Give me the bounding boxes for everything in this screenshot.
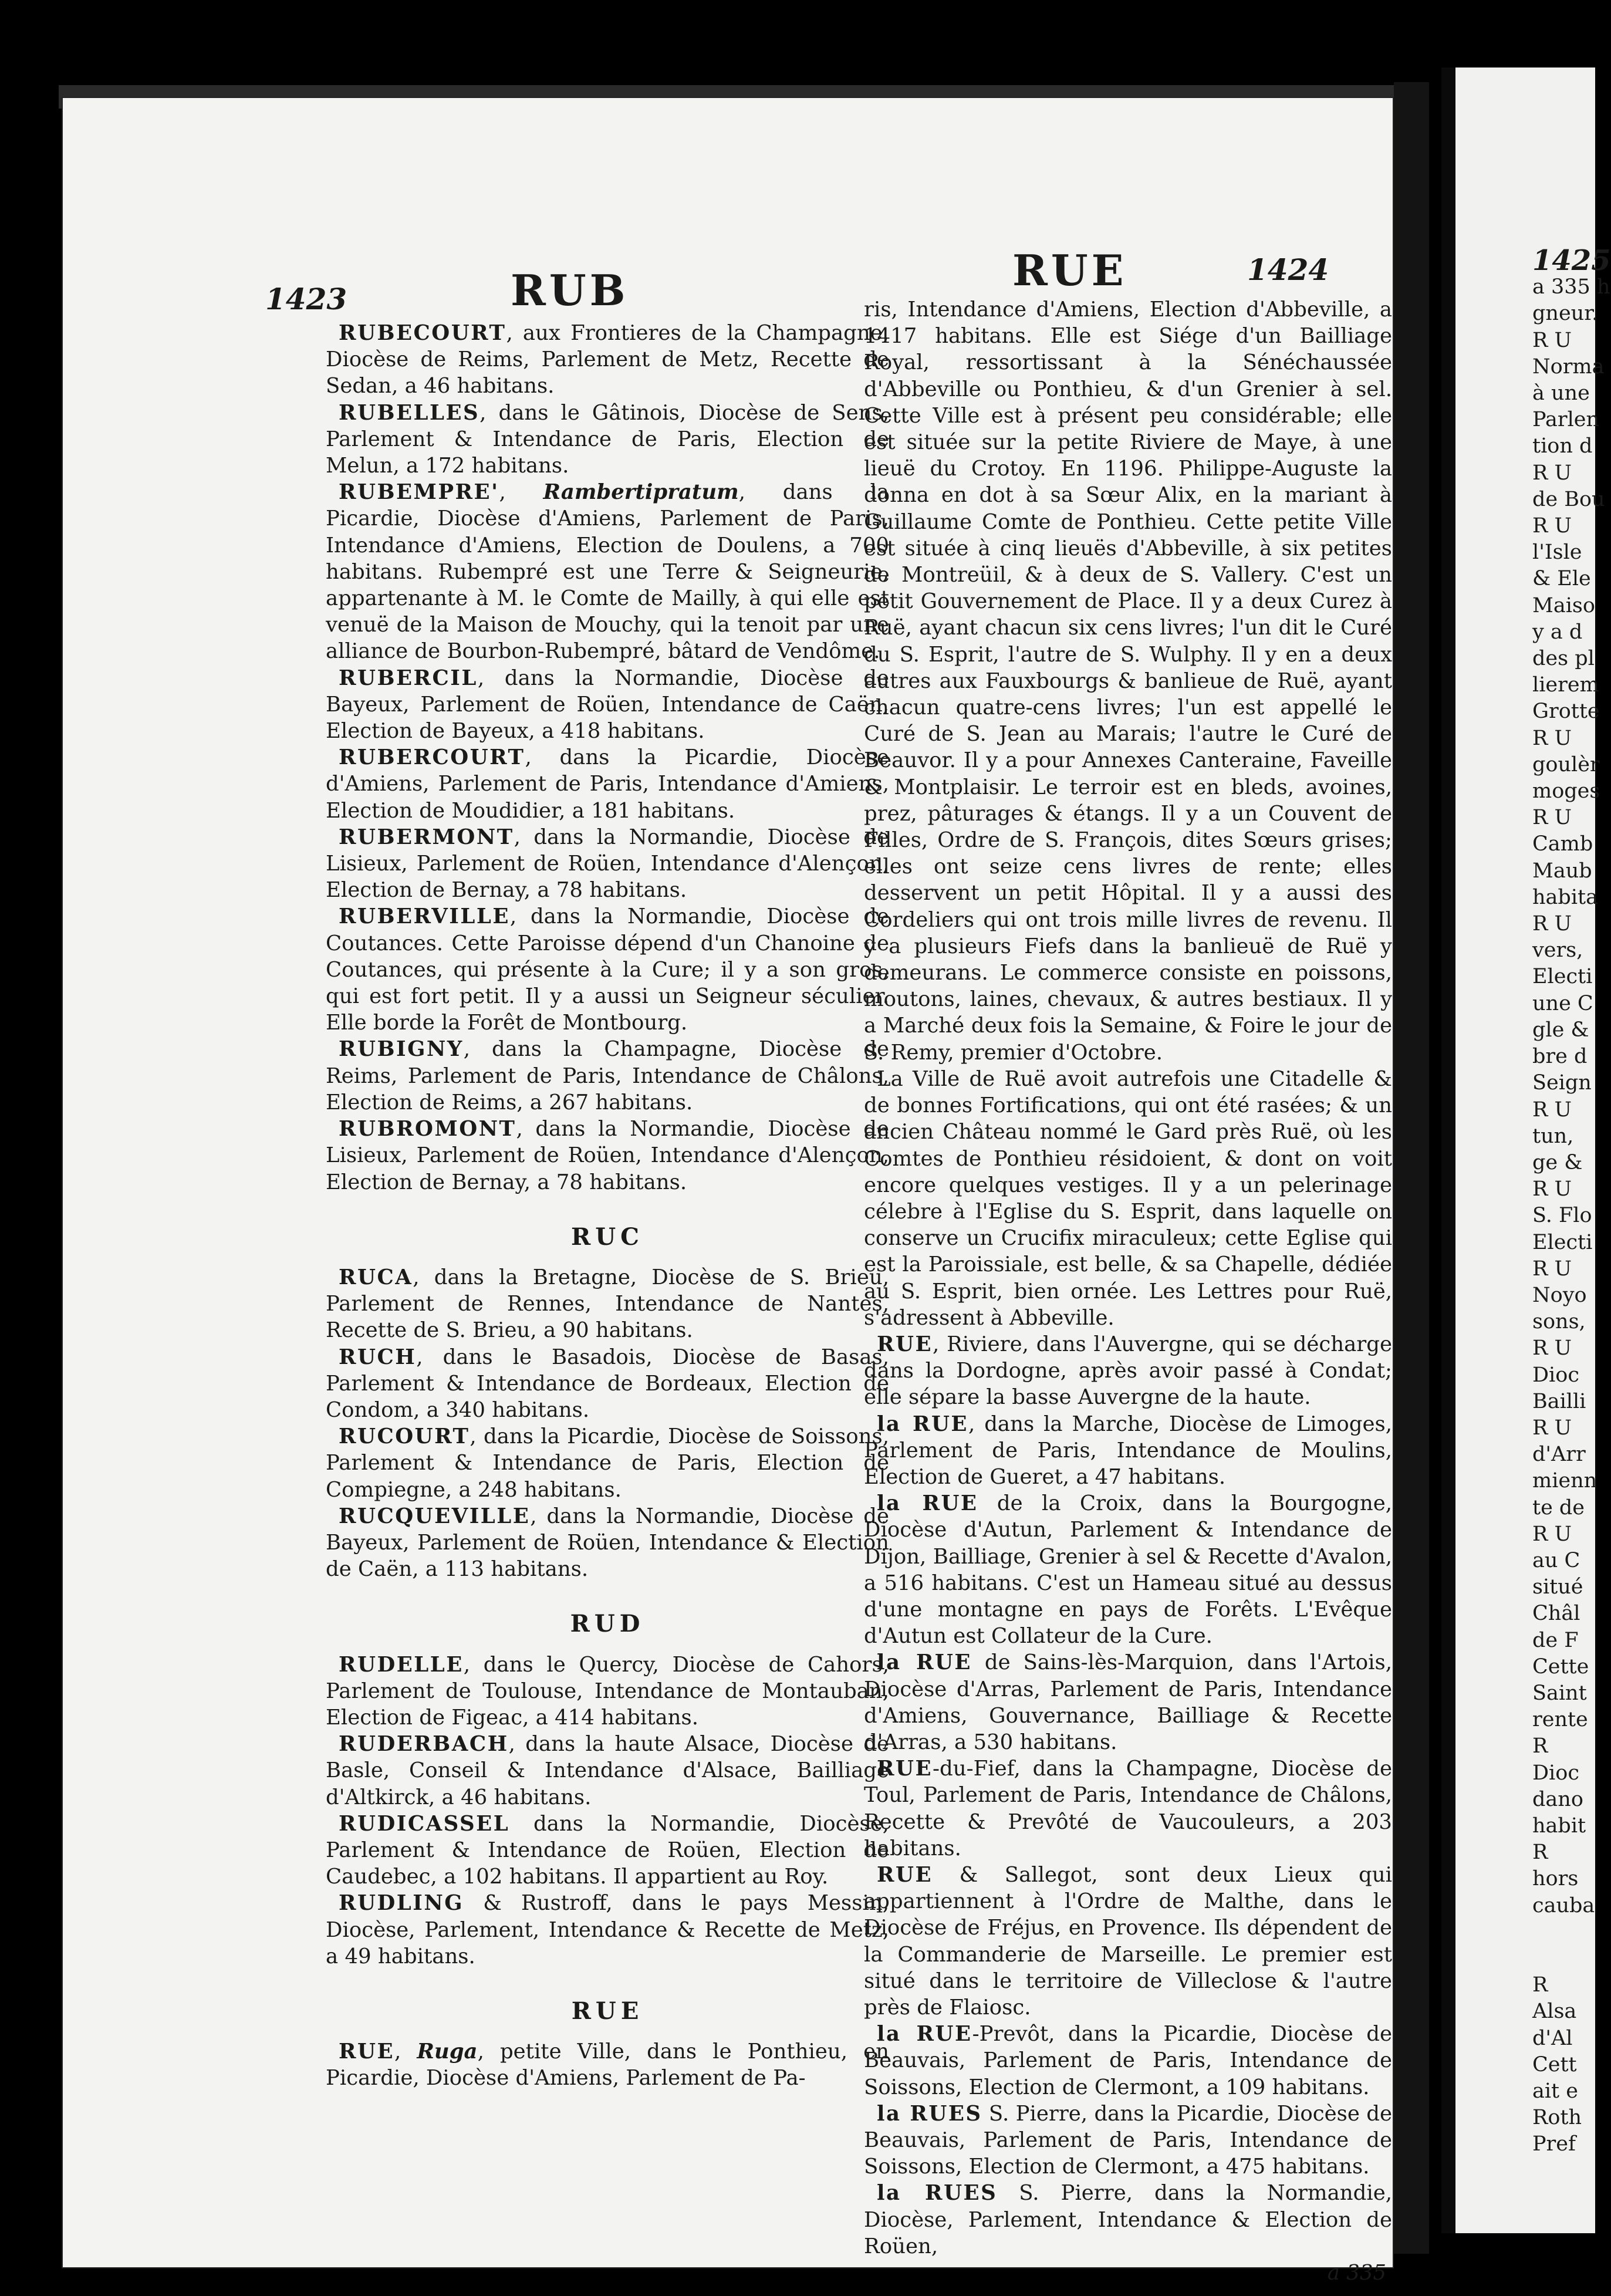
- next-page-line: R U: [1532, 1257, 1572, 1281]
- entry-continuation: ris, Intendance d'Amiens, Election d'Abbeville, a 1417 habitans. Elle est Siége d'un Bailliage Royal, ressortissant à la Sénéchaussée d'Abbeville ou Ponthieu, & d'un Grenier à sel. Cette Ville est à présent peu considérable; elle est située sur la petite Riviere de Maye, à une lieuë du Crotoy. En 1196. Philippe-Auguste la donna en dot à sa Sœur Alix, en la mariant à Guillaume Comte de Ponthieu. Cette petite Ville est située à cinq lieuës d'Abbeville, à six petites de Montreüil, & à deux de S. Vallery. C'est un petit Gouvernement de Place. Il y a deux Curez à Ruë, ayant chacun six cens livres; l'un dit le Curé du S. Esprit, l'autre de S. Wulphy. Il y en a deux autres aux Fauxbourgs & banlieue de Ruë, ayant chacun quatre-cens livres; l'un est appellé le Curé de S. Jean au Marais; l'autre le Curé de Beauvor. Il y a pour Annexes Canteraine, Faveille & Montplaisir. Le terroir est en bleds, avoines, prez, pâturages & étangs. Il y a un Couvent de Filles, Ordre de S. François, dites Sœurs grises; elles ont seize cens livres de rente; elles desservent un petit Hôpital. Il y a aussi des Cordeliers qui ont trois mille livres de revenu. Il y a plusieurs Fiefs dans la banlieuë de Ruë y demeurans. Le commerce consiste en poissons, moutons, laines, chevaux, & autres bestiaux. Il y a Marché deux fois la Semaine, & Foire le jour de S. Remy, premier d'Octobre.: [864, 298, 1392, 1065]
- entry-text: , dans la Normandie, Diocèse de Lisieux, Parlement de Roüen, Intendance d'Alençon, Election de Bernay, a 78 habitans.: [326, 1117, 889, 1194]
- entry-headword: la RUE: [877, 1491, 978, 1516]
- entry-text: & Rustroff, dans le pays Messin, Diocèse, Parlement, Intendance & Recette de Metz, a 49 habitans.: [326, 1891, 889, 1969]
- entry-text: S. Pierre, dans la Normandie, Diocèse, Parlement, Intendance & Election de Roüen,: [864, 2181, 1392, 2258]
- dictionary-entry: [864, 1649, 1392, 1755]
- next-page-line: Parlen: [1532, 408, 1600, 432]
- entry-text: , dans le Basadois, Diocèse de Basas, Parlement & Intendance de Bordeaux, Election de Condom, a 340 habitans.: [326, 1345, 889, 1422]
- dictionary-entry: [864, 2021, 1392, 2101]
- entry-headword: la RUE: [877, 1650, 972, 1675]
- next-page-line: gle &: [1532, 1018, 1589, 1042]
- next-page-line: R U: [1532, 1336, 1572, 1360]
- left-running-head: RUB: [511, 265, 629, 315]
- next-page-line: Seign: [1532, 1071, 1592, 1095]
- next-page-line: à une: [1532, 381, 1590, 406]
- next-page-line: R U: [1532, 726, 1572, 750]
- entry-headword: RUE: [339, 2040, 395, 2064]
- next-page-line: S. Flo: [1532, 1204, 1592, 1228]
- next-page-line: Châl: [1532, 1602, 1580, 1626]
- entry-text: -du-Fief, dans la Champagne, Diocèse de Toul, Parlement de Paris, Intendance de Châlons, Recette & Prevôté de Vaucouleurs, a 203 habitans.: [864, 1757, 1392, 1861]
- next-page-line: R U: [1532, 1177, 1572, 1201]
- dictionary-entry: [864, 1490, 1392, 1649]
- next-page-fragments: [1532, 244, 1611, 2158]
- dictionary-entry: [864, 1755, 1392, 1862]
- entry-text: , dans la Normandie, Diocèse de Coutances. Cette Paroisse dépend d'un Chanoine de Coutances, qui présente à la Cure; il y a son gros, qui est fort petit. Il y a aussi un Seigneur séculier. Elle borde la Forêt de Montbourg.: [326, 904, 889, 1035]
- entry-headword: RUBERCOURT: [339, 745, 525, 770]
- right-running-head: RUE: [1012, 245, 1127, 295]
- next-page-line: bre d: [1532, 1045, 1588, 1069]
- entry-headword: RUBIGNY: [339, 1037, 464, 1062]
- entry-paragraph: La Ville de Ruë avoit autrefois une Citadelle & de bonnes Fortifications, qui ont été rasées; & un ancien Château nommé le Gard près Ruë, où les Comtes de Ponthieu résidoient, & dont on voit encore quelques vestiges. Il y a un pelerinage célebre à l'Eglise du S. Esprit, dans laquelle on conserve un Crucifix miraculeux; cette Eglise qui est la Paroissiale, est belle, & sa Chapelle, dédiée au S. Esprit, bien ornée. Les Lettres pour Ruë, s'adressent à Abbeville.: [864, 1066, 1392, 1330]
- entry-headword: la RUES: [877, 2181, 998, 2206]
- dictionary-entry: [326, 1036, 889, 1116]
- left-column: [326, 320, 889, 2092]
- next-page-line: ge &: [1532, 1150, 1583, 1174]
- entry-text: , dans le Gâtinois, Diocèse de Sens, Parlement & Intendance de Paris, Election de Melun, a 172 habitans.: [326, 400, 889, 478]
- next-page-line: habit: [1532, 1814, 1586, 1838]
- entry-headword: RUE: [877, 1862, 933, 1887]
- next-page-line: R U: [1532, 514, 1572, 538]
- next-page-line: l'Isle: [1532, 541, 1582, 565]
- next-page-line: des pl: [1532, 647, 1595, 671]
- next-page-line: Noyo: [1532, 1283, 1587, 1307]
- entry-headword: RUCQUEVILLE: [339, 1504, 531, 1528]
- next-page-line: goulèr: [1532, 752, 1600, 776]
- next-page-line: Alsa: [1532, 2000, 1577, 2024]
- entry-headword: RUCOURT: [339, 1424, 470, 1449]
- dictionary-entry: [326, 320, 889, 400]
- dictionary-entry: [864, 2101, 1392, 2180]
- next-page-line: vers,: [1532, 938, 1583, 963]
- entry-text: , dans la Picardie, Diocèse de Soissons, Parlement & Intendance de Paris, Election de Compiegne, a 248 habitans.: [326, 1424, 889, 1502]
- entry-text: , dans la haute Alsace, Diocèse de Basle, Conseil & Intendance d'Alsace, Bailliage d'Altkirck, a 46 habitans.: [326, 1732, 889, 1809]
- catchword: a 335: [1327, 2261, 1386, 2285]
- entry-headword: RUBERCIL: [339, 666, 478, 690]
- dictionary-entry: [326, 1731, 889, 1811]
- entry-text: , dans la Normandie, Diocèse de Lisieux, Parlement de Roüen, Intendance d'Alençon, Election de Bernay, a 78 habitans.: [326, 825, 889, 903]
- entry-text: de la Croix, dans la Bourgogne, Diocèse d'Autun, Parlement & Intendance de Dijon, Bailliage, Grenier à sel & Recette d'Avalon, a 516 habitans. C'est un Hameau situé au dessus d'une montagne en pays de Forêts. L'Evêque d'Autun est Collateur de la Cure.: [864, 1491, 1392, 1649]
- dictionary-entry: [326, 1503, 889, 1583]
- entry-text: , aux Frontieres de la Champagne, Diocèse de Reims, Parlement de Metz, Recette de Sedan, a 46 habitans.: [326, 321, 889, 399]
- next-page-line: R: [1532, 1973, 1548, 1997]
- dictionary-entry: [326, 1344, 889, 1424]
- dictionary-entry: [326, 1423, 889, 1503]
- entry-headword: RUDERBACH: [339, 1732, 509, 1757]
- entry-headword: la RUE: [877, 2022, 972, 2047]
- entry-text: de Sains-lès-Marquion, dans l'Artois, Diocèse d'Arras, Parlement de Paris, Intendance d'Amiens, Gouvernance, Bailliage & Recette d'Arras, a 530 habitans.: [864, 1650, 1392, 1754]
- next-page-line: Cette: [1532, 1655, 1589, 1679]
- entry-text: , dans la Picardie, Diocèse d'Amiens, Parlement de Paris, Intendance d'Amiens, Election de Doulens, a 700 habitans. Rubempré est une Terre & Seigneurie, appartenante à M. le Comte de Mailly, à qui elle est venuë de la Maison de Mouchy, qui la tenoit par une alliance de Bourbon-Rubempré, bâtard de Vendôme.: [326, 480, 890, 664]
- next-page-line: cauba: [1532, 1893, 1595, 1917]
- next-page-line: a 335 h: [1532, 275, 1610, 299]
- next-page-line: sons,: [1532, 1310, 1586, 1334]
- entry-text: dans la Normandie, Diocèse, Parlement & Intendance de Roüen, Election de Caudebec, a 102 habitans. Il appartient au Roy.: [326, 1811, 889, 1889]
- next-page-line: y a d: [1532, 620, 1583, 644]
- next-page-line: [1532, 1919, 1595, 1946]
- entry-headword: RUBROMONT: [339, 1117, 516, 1142]
- next-page-line: d'Al: [1532, 2026, 1573, 2050]
- entry-headword: RUCA: [339, 1265, 413, 1289]
- next-page-line: R U: [1532, 806, 1572, 830]
- entry-text: , dans la Normandie, Diocèse de Bayeux, Parlement de Roüen, Intendance & Election de Caën, a 113 habitans.: [326, 1504, 889, 1582]
- dictionary-entry: [326, 1264, 889, 1344]
- entry-latin-name: Ruga: [417, 2040, 478, 2064]
- next-page-line: rente: [1532, 1708, 1588, 1732]
- entry-headword: RUE: [877, 1332, 933, 1356]
- next-page-line: de F: [1532, 1628, 1579, 1652]
- next-page-line: Norma: [1532, 354, 1605, 379]
- dictionary-entry: [326, 1811, 889, 1890]
- dictionary-entry: RUE, Ruga, petite Ville, dans le Ponthieu, en Picardie, Diocèse d'Amiens, Parlement de Pa-: [326, 2040, 889, 2091]
- entry-headword: la RUES: [877, 2101, 982, 2126]
- section-heading-ruc: RUC: [571, 1223, 644, 1251]
- dictionary-entry: [326, 903, 889, 1036]
- dictionary-entry: [326, 744, 889, 824]
- dictionary-entry: [326, 824, 889, 904]
- entry-text: & Sallegot, sont deux Lieux qui appartiennent à l'Ordre de Malthe, dans le Diocèse de Fréjus, en Provence. Ils dépendent de la Commanderie de Marseille. Le premier est situé dans le territoire de Villeclose & l'autre près de Flaiosc.: [864, 1862, 1392, 2020]
- entry-headword: RUE: [877, 1757, 933, 1781]
- next-page-lines: [1532, 274, 1610, 2157]
- next-page-line: Dioc: [1532, 1363, 1579, 1387]
- next-page-line: moges: [1532, 779, 1600, 803]
- next-page-line: Electi: [1532, 1230, 1593, 1254]
- dictionary-entry: [864, 1411, 1392, 1491]
- next-page-line: Saint: [1532, 1681, 1587, 1705]
- next-page-line: Cett: [1532, 2052, 1577, 2076]
- dictionary-entry: [326, 1116, 889, 1196]
- next-page-line: R U: [1532, 1416, 1572, 1440]
- entry-text: , Riviere, dans l'Auvergne, qui se décharge dans la Dordogne, après avoir passé à Condat; elle sépare la basse Auvergne de la haute.: [864, 1332, 1392, 1410]
- next-page-line: dano: [1532, 1787, 1583, 1811]
- entry-text: , dans le Quercy, Diocèse de Cahors, Parlement de Toulouse, Intendance de Montauban, Election de Figeac, a 414 habitans.: [326, 1652, 889, 1730]
- next-page-line: de Bou: [1532, 487, 1605, 511]
- next-page-line: R U: [1532, 1098, 1572, 1122]
- section-heading-rud: RUD: [570, 1610, 645, 1638]
- next-page-edge: [1441, 67, 1455, 2233]
- next-page-line: situé: [1532, 1575, 1583, 1599]
- entry-headword: la RUE: [877, 1412, 968, 1436]
- next-page-line: R: [1532, 1841, 1548, 1865]
- next-page-line: R U: [1532, 328, 1572, 352]
- right-column: [864, 296, 1392, 2286]
- next-page-line: habita: [1532, 885, 1598, 909]
- next-page-line: Maub: [1532, 859, 1592, 883]
- entry-headword: RUBECOURT: [339, 321, 506, 345]
- dictionary-entry: [326, 665, 889, 745]
- entry-headword: RUDLING: [339, 1891, 464, 1916]
- next-page-line: une C: [1532, 991, 1593, 1015]
- next-page-line: Electi: [1532, 965, 1593, 989]
- next-page-line: au C: [1532, 1548, 1580, 1572]
- entry-headword: RUCH: [339, 1345, 417, 1369]
- next-page-line: d'Arr: [1532, 1443, 1586, 1467]
- next-page-line: tun,: [1532, 1124, 1574, 1148]
- entry-text: , dans la Champagne, Diocèse de Reims, Parlement de Paris, Intendance de Châlons, Election de Reims, a 267 habitans.: [326, 1037, 889, 1115]
- next-page-line: tion d: [1532, 434, 1593, 458]
- next-page-line: R U: [1532, 461, 1572, 485]
- next-page-line: Dioc: [1532, 1761, 1579, 1785]
- next-page-line: R U: [1532, 1522, 1572, 1546]
- next-page-line: te de: [1532, 1495, 1585, 1520]
- entry-text: , dans la Normandie, Diocèse de Bayeux, Parlement de Roüen, Intendance de Caën, Election de Bayeux, a 418 habitans.: [326, 666, 889, 744]
- entry-text: , petite Ville, dans le Ponthieu, en Picardie, Diocèse d'Amiens, Parlement de Pa-: [326, 2040, 889, 2091]
- next-page-line: R U: [1532, 912, 1572, 936]
- entry-headword: RUDICASSEL: [339, 1811, 510, 1836]
- entry-text: , dans la Bretagne, Diocèse de S. Brieu, Parlement de Rennes, Intendance de Nantes, Recette de S. Brieu, a 90 habitans.: [326, 1265, 889, 1343]
- next-page-line: mienn: [1532, 1469, 1598, 1493]
- entry-text: S. Pierre, dans la Picardie, Diocèse de Beauvais, Parlement de Paris, Intendance de Soissons, Election de Clermont, a 475 habitans.: [864, 2101, 1392, 2179]
- dictionary-entry: [326, 1890, 889, 1970]
- next-page-line: lierem: [1532, 673, 1599, 697]
- next-page-line: Camb: [1532, 832, 1593, 856]
- next-page-line: gneur.: [1532, 302, 1599, 326]
- entry-headword: RUDELLE: [339, 1652, 464, 1677]
- entry-latin-name: Rambertipratum: [543, 480, 739, 505]
- section-heading-rue: RUE: [571, 1997, 644, 2025]
- dictionary-entry: [864, 1331, 1392, 1411]
- next-page-line: hors: [1532, 1867, 1579, 1891]
- next-page-line: Grotte: [1532, 700, 1600, 724]
- next-page-line: ait e: [1532, 2079, 1578, 2103]
- entry-headword: RUBELLES: [339, 400, 480, 425]
- dictionary-entry: [326, 1652, 889, 1731]
- next-page-line: Bailli: [1532, 1389, 1586, 1413]
- next-page-line: R: [1532, 1734, 1548, 1758]
- dictionary-entry: [864, 1862, 1392, 2021]
- entry-headword: RUBERMONT: [339, 825, 514, 849]
- next-page-line: Roth: [1532, 2106, 1582, 2130]
- left-page-number: 1423: [265, 282, 347, 316]
- next-page-line: & Ele: [1532, 567, 1591, 591]
- entry-text: -Prevôt, dans la Picardie, Diocèse de Beauvais, Parlement de Paris, Intendance de Soissons, Election de Clermont, a 109 habitans.: [864, 2022, 1393, 2099]
- entry-text: , dans la Marche, Diocèse de Limoges, Parlement de Paris, Intendance de Moulins, Election de Gueret, a 47 habitans.: [864, 1412, 1392, 1489]
- dictionary-entry: RUBEMPRE', Rambertipratum, dans la Picardie, Diocèse d'Amiens, Parlement de Paris, Intendance d'Amiens, Election de Doulens, a 700 habitans. Rubempré est une Terre & Seigneurie, appartenante à M. le Comte de Mailly, à qui elle est venuë de la Maison de Mouchy, qui la tenoit par une alliance de Bourbon-Rubempré, bâtard de Vendôme.: [326, 480, 890, 664]
- entry-headword: RUBERVILLE: [339, 904, 510, 929]
- next-page-line: Maiso: [1532, 593, 1595, 617]
- book-gutter: [1394, 82, 1429, 2254]
- next-page-line: Pref: [1532, 2132, 1576, 2156]
- entry-text: , dans la Picardie, Diocèse d'Amiens, Parlement de Paris, Intendance d'Amiens, Election de Moudidier, a 181 habitans.: [326, 745, 889, 823]
- dictionary-entry: [864, 2180, 1392, 2260]
- next-page-number: 1425: [1532, 244, 1611, 277]
- next-page-line: [1532, 1946, 1595, 1972]
- right-page-number: 1424: [1247, 252, 1329, 287]
- dictionary-entry: [326, 400, 889, 480]
- entry-headword: RUBEMPRE': [339, 480, 499, 505]
